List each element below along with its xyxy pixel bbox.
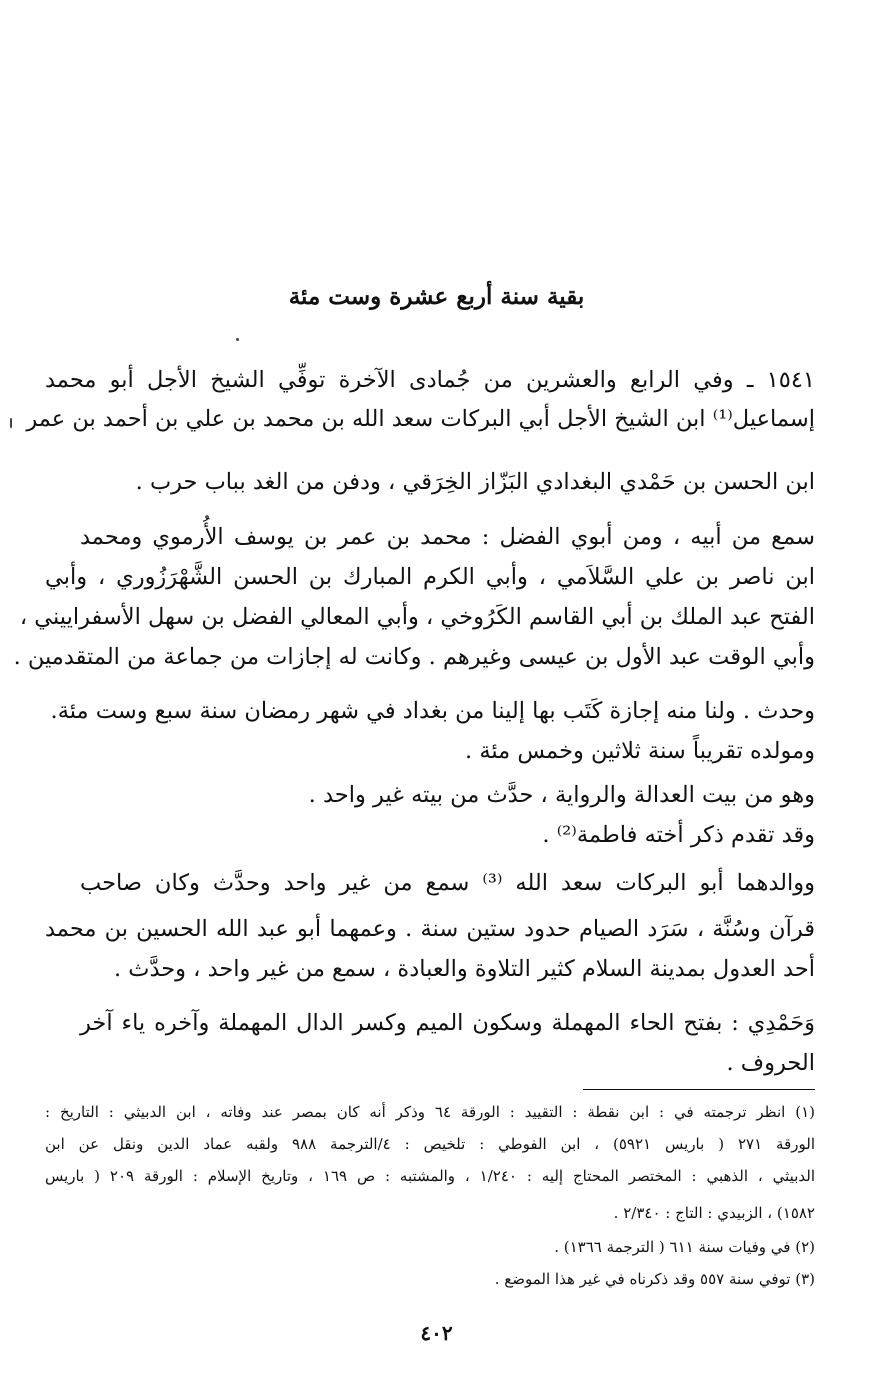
body-line-13: قرآن وسُنَّة ، سَرَد الصيام حدود ستين سنة . وعمهما أبو عبد الله الحسين بن محمد xyxy=(45,916,815,942)
footnote-line-3: الدبيثي ، الذهبي : المختصر المحتاج إليه : ١/٢٤٠ ، والمشتبه : ص ١٦٩ ، وتاريخ الإسلام : الورقة ٢٠٩ ( باريس xyxy=(45,1167,815,1185)
body-line-14: أحد العدول بمدينة السلام كثير التلاوة والعبادة ، سمع من غير واحد ، وحدَّث . xyxy=(113,956,815,982)
ink-speck xyxy=(10,418,12,428)
body-line-9: ومولده تقريباً سنة ثلاثين وخمس مئة . xyxy=(465,738,815,764)
footnote-line-2: الورقة ٢٧١ ( باريس ٥٩٢١) ، ابن الفوطي : تلخيص : ٤/الترجمة ٩٨٨ ولقبه عماد الدين ونقل عن ابن xyxy=(45,1135,815,1153)
body-line-12: ووالدهما أبو البركات سعد الله ⁽³⁾ سمع من غير واحد وحدَّث وكان صاحب xyxy=(80,870,815,896)
section-heading: بقية سنة أربع عشرة وست مئة xyxy=(288,283,585,310)
footnote-rule xyxy=(583,1089,815,1090)
body-line-11: وقد تقدم ذكر أخته فاطمة⁽²⁾ . xyxy=(542,822,815,848)
body-line-2: إسماعيل⁽¹⁾ ابن الشيخ الأجل أبي البركات سعد الله بن محمد بن علي بن أحمد بن عمر xyxy=(26,406,815,432)
body-line-3: ابن الحسن بن حَمْدي البغدادي البَزّاز الخِرَقي ، ودفن من الغد بباب حرب . xyxy=(135,469,815,495)
page-number: ٤٠٢ xyxy=(420,1321,453,1345)
body-line-5: ابن ناصر بن علي السَّلاَمي ، وأبي الكرم المبارك بن الحسن الشَّهْرَزُوري ، وأبي xyxy=(45,564,815,590)
footnote-line-6: (٣) توفي سنة ٥٥٧ وقد ذكرناه في غير هذا الموضع . xyxy=(494,1270,815,1288)
footnote-line-5: (٢) في وفيات سنة ٦١١ ( الترجمة ١٣٦٦) . xyxy=(554,1238,815,1256)
body-line-1: ١٥٤١ ـ وفي الرابع والعشرين من جُمادى الآخرة توفِّي الشيخ الأجل أبو محمد xyxy=(45,367,815,393)
body-line-4: سمع من أبيه ، ومن أبوي الفضل : محمد بن عمر بن يوسف الأُرموي ومحمد xyxy=(80,524,815,550)
body-line-16: الحروف . xyxy=(726,1050,815,1076)
body-line-7: وأبي الوقت عبد الأول بن عيسى وغيرهم . وكانت له إجازات من جماعة من المتقدمين . xyxy=(13,644,815,670)
footnote-line-1: (١) انظر ترجمته في : ابن نقطة : التقييد : الورقة ٦٤ وذكر أنه كان بمصر عند وفاته ، ابن الدبيثي : التاريخ : xyxy=(45,1103,815,1121)
body-line-10: وهو من بيت العدالة والرواية ، حدَّث من بيته غير واحد . xyxy=(308,782,815,808)
footnote-line-4: ١٥٨٢) ، الزبيدي : التاج : ٢/٣٤٠ . xyxy=(613,1204,815,1222)
body-line-8: وحدث . ولنا منه إجازة كَتَب بها إلينا من بغداد في شهر رمضان سنة سبع وست مئة. xyxy=(50,698,815,724)
body-line-6: الفتح عبد الملك بن أبي القاسم الكَرُوخي ، وأبي المعالي الفضل بن سهل الأسفراييني ، xyxy=(19,604,815,630)
body-line-15: وَحَمْدِي : بفتح الحاء المهملة وسكون الميم وكسر الدال المهملة وآخره ياء آخر xyxy=(80,1010,815,1036)
ink-speck xyxy=(236,338,239,341)
